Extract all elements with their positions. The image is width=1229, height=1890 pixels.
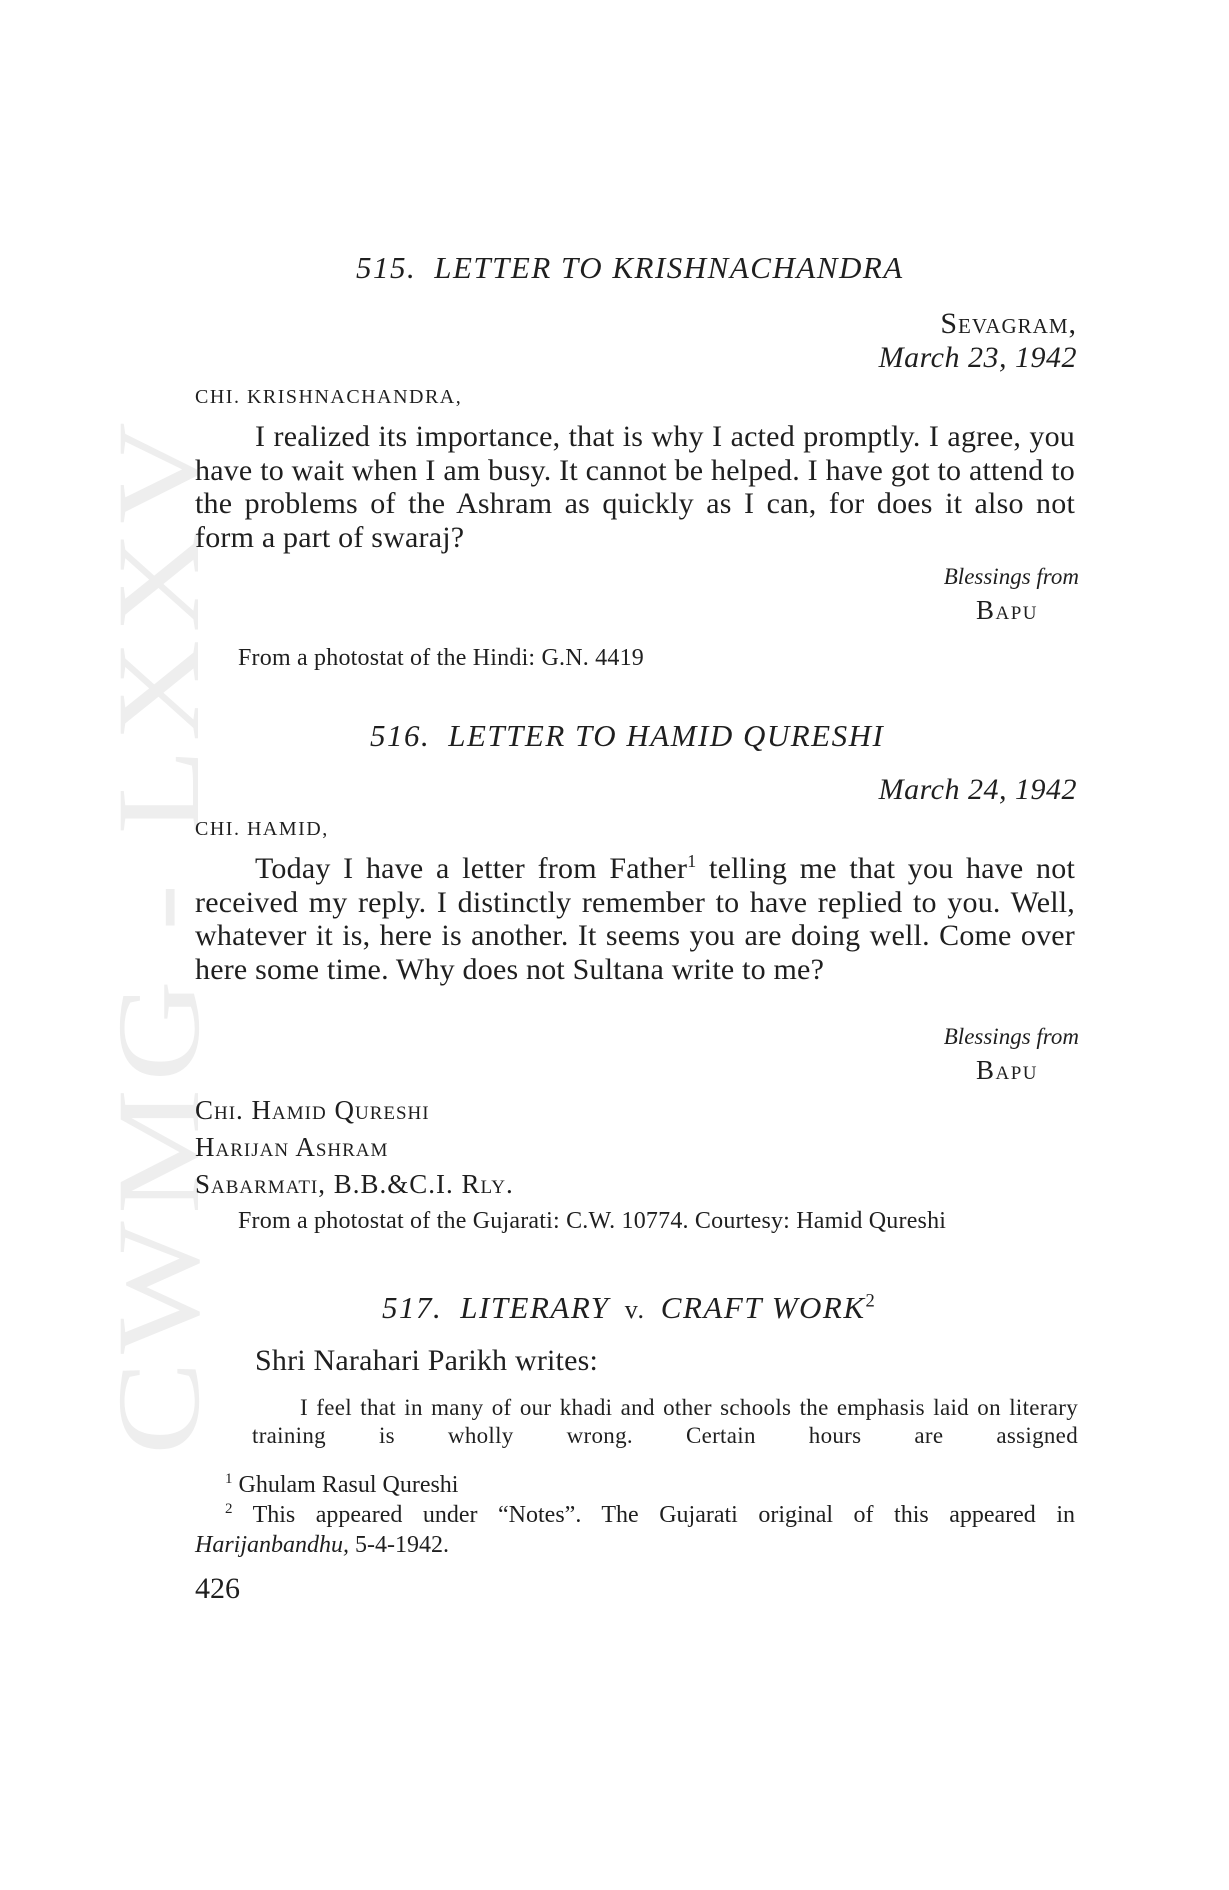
footnotes [195, 1470, 1075, 1560]
watermark-text: CWMG - LXXV [93, 582, 224, 1455]
address-line: Sabarmati, B.B.&C.I. Rly. [195, 1169, 514, 1199]
letter-516-title: LETTER TO HAMID QURESHI [448, 718, 885, 753]
letter-516-source: From a photostat of the Gujarati: C.W. 10774. Courtesy: Hamid Qureshi [238, 1208, 947, 1234]
letter-515-body [195, 420, 1075, 554]
article-517-title-v: v. [624, 1295, 646, 1324]
letter-515-source: From a photostat of the Hindi: G.N. 4419 [238, 645, 644, 671]
footnote-ref-1: 1 [687, 851, 697, 871]
article-517-number: 517. [382, 1290, 443, 1325]
letter-516-text [195, 852, 1075, 986]
letter-516-text-part2: telling me that you have not received my reply. I distinctly remember to have replied to you. Well, whatever it is, here is another. It seems you are doing well. Come over here some time. Why does not Sultana write to me? [195, 852, 1075, 986]
article-517-title-part1: LITERARY [460, 1290, 610, 1325]
letter-515-date: March 23, 1942 [878, 341, 1077, 374]
address-line: Harijan Ashram [195, 1132, 389, 1162]
letter-516-signature: Bapu [975, 1055, 1038, 1085]
letter-515-place: Sevagram, [940, 307, 1077, 340]
letter-516-address [195, 1092, 514, 1203]
article-517-quote-text: I feel that in many of our khadi and other schools the emphasis laid on literary training is wholly wrong. Certain hours are assigned [252, 1395, 1078, 1448]
article-517-intro-text: Shri Narahari Parikh writes: [255, 1344, 599, 1377]
footnote-2 [195, 1500, 1075, 1560]
letter-516-text-part1: Today I have a letter from Father [255, 852, 688, 885]
footnote-2-text: This appeared under “Notes”. The Gujarati original of this appeared in [252, 1502, 1075, 1528]
letter-516-blessings: Blessings from [943, 1024, 1079, 1049]
letter-515-number: 515. [356, 250, 417, 285]
letter-515-text: I realized its importance, that is why I acted promptly. I agree, you have to wait when I am busy. It cannot be helped. I have got to attend to the problems of the Ashram as quickly as I can, for does it also not form a part of swaraj? [195, 420, 1075, 554]
letter-516-date: March 24, 1942 [878, 773, 1077, 806]
article-517-heading [382, 1290, 876, 1326]
page-number: 426 [195, 1572, 240, 1605]
article-517-quote [252, 1394, 1078, 1450]
footnote-2-italic: Harijanbandhu, [195, 1532, 350, 1558]
footnote-1 [195, 1470, 1075, 1500]
article-517-title-part2: CRAFT WORK [660, 1290, 866, 1325]
letter-515-heading [356, 250, 904, 286]
letter-515-blessings: Blessings from [943, 564, 1079, 589]
footnote-ref-2: 2 [865, 1290, 877, 1312]
letter-516-salutation: CHI. HAMID, [195, 818, 329, 840]
letter-516-heading [370, 718, 884, 754]
footnote-2-tail: 5-4-1942. [349, 1532, 449, 1558]
letter-515-salutation: CHI. KRISHNACHANDRA, [195, 386, 463, 408]
letter-515-signature: Bapu [975, 595, 1038, 625]
address-line: Chi. Hamid Qureshi [195, 1095, 430, 1125]
footnote-2-marker: 2 [225, 1501, 233, 1517]
letter-515-title: LETTER TO KRISHNACHANDRA [434, 250, 904, 285]
letter-516-body [195, 852, 1075, 986]
letter-516-number: 516. [370, 718, 431, 753]
article-517-intro [195, 1344, 1075, 1378]
footnote-1-marker: 1 [225, 1471, 233, 1487]
footnote-1-text: Ghulam Rasul Qureshi [238, 1472, 459, 1498]
